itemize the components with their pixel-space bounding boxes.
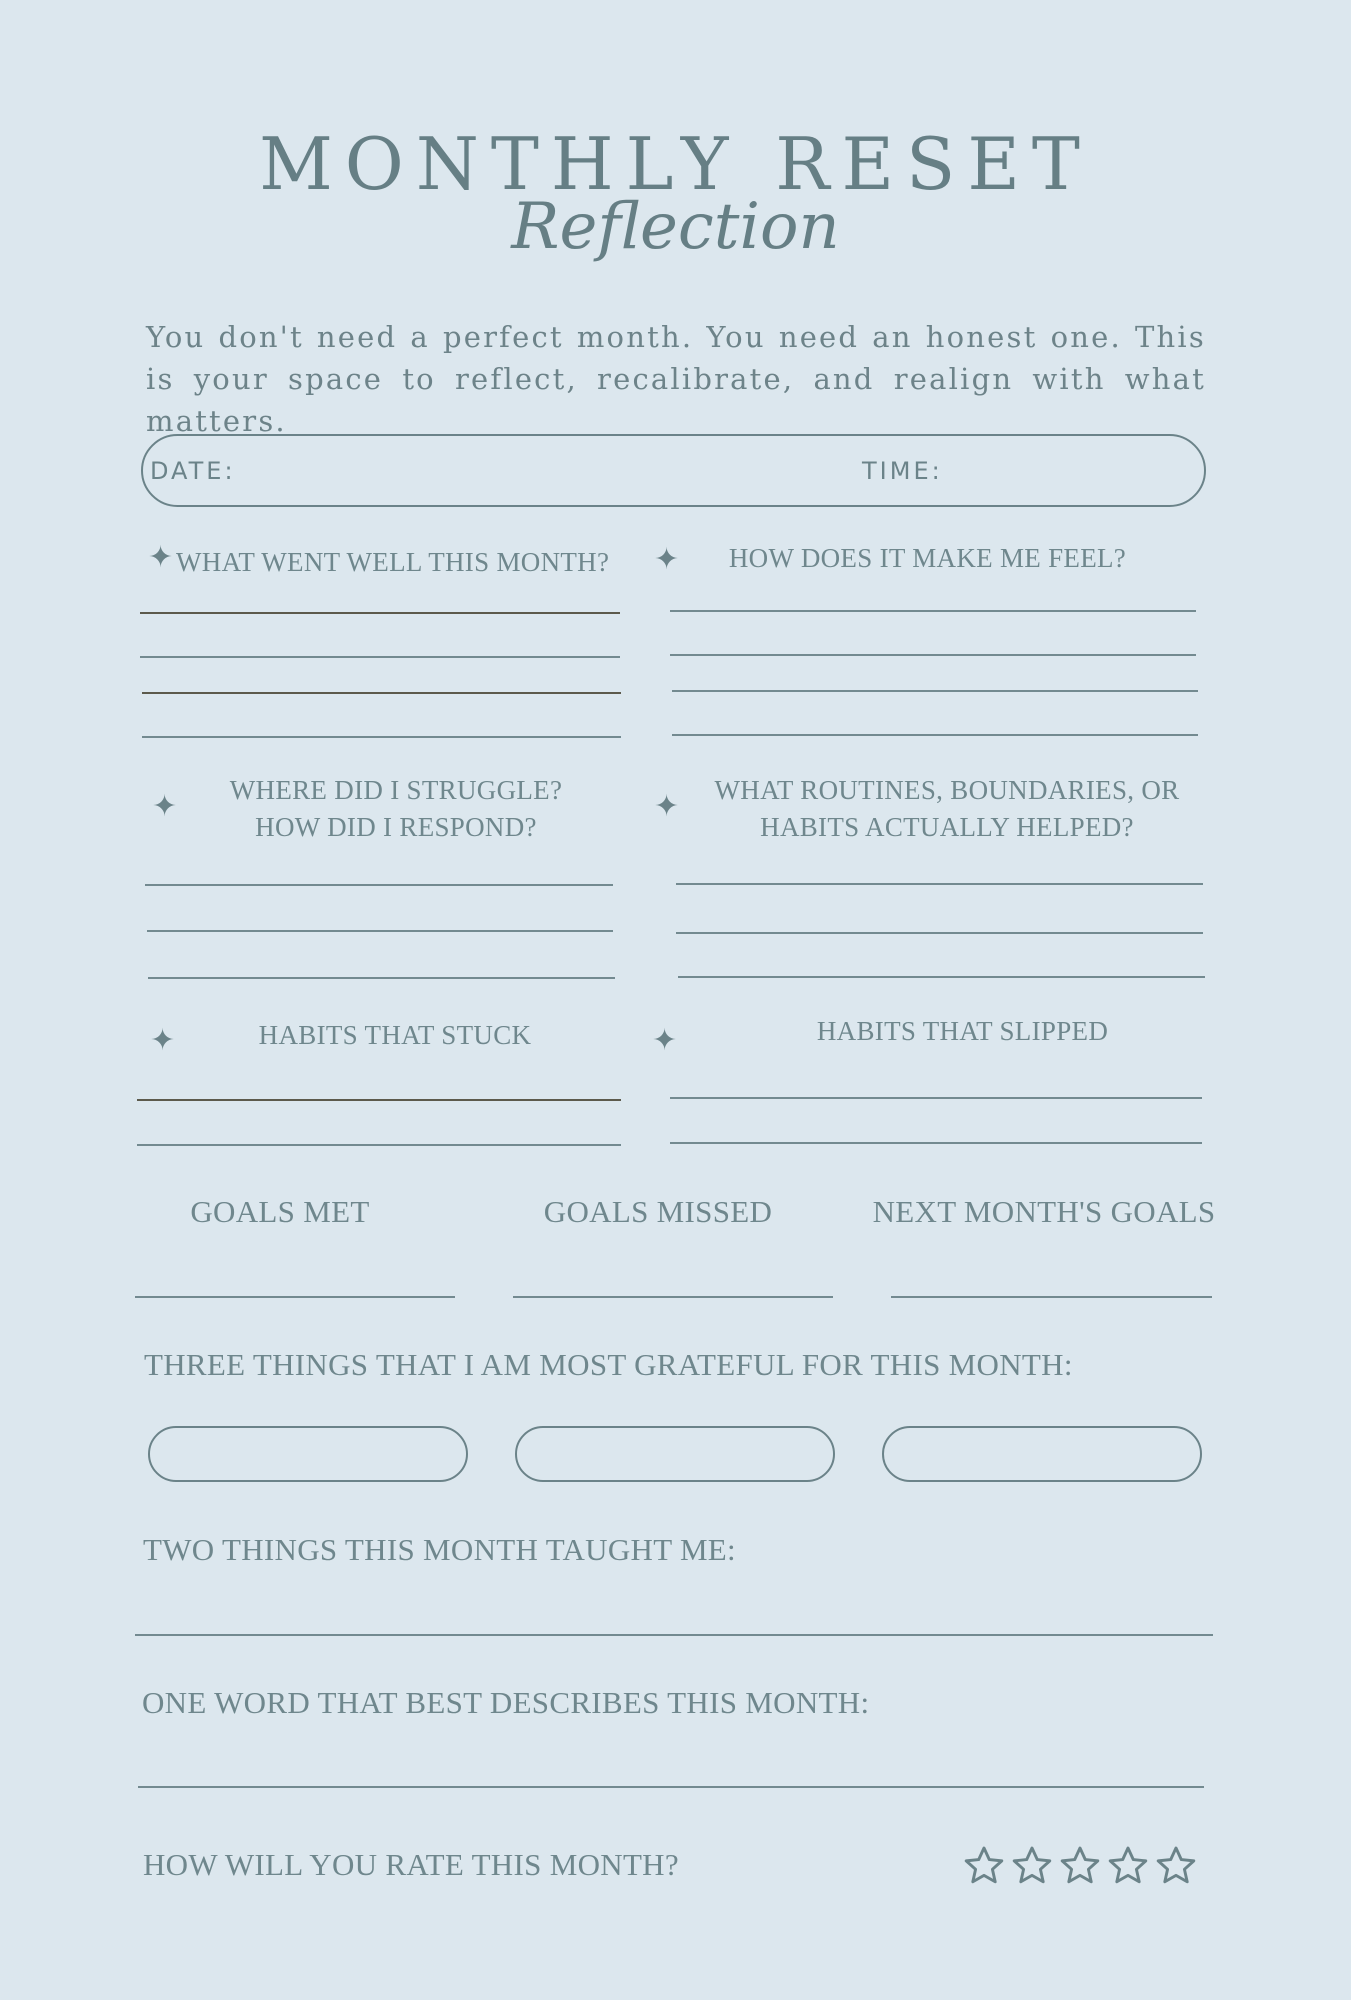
writing-line[interactable]	[142, 692, 621, 694]
grateful-field-1[interactable]	[148, 1426, 468, 1482]
star-outline-icon[interactable]	[1058, 1844, 1102, 1888]
next-goals-label: NEXT MONTH'S GOALS	[872, 1194, 1216, 1229]
grateful-heading: THREE THINGS THAT I AM MOST GRATEFUL FOR THIS MONTH:	[144, 1347, 1073, 1382]
grateful-field-3[interactable]	[882, 1426, 1202, 1482]
intro-text: You don't need a perfect month. You need an honest one. This is your space to reflect, recalibrate, and realign with what matters.	[146, 320, 1206, 438]
writing-line[interactable]	[672, 734, 1198, 736]
one-word-line[interactable]	[138, 1786, 1204, 1788]
prompt-struggle	[180, 772, 612, 846]
writing-line[interactable]	[678, 976, 1205, 978]
writing-line[interactable]	[140, 612, 620, 614]
writing-line[interactable]	[672, 690, 1198, 692]
one-word-heading: ONE WORD THAT BEST DESCRIBES THIS MONTH:	[142, 1685, 870, 1720]
writing-line[interactable]	[137, 1099, 621, 1101]
time-label: TIME:	[862, 457, 943, 485]
goals-missed-line[interactable]	[513, 1296, 833, 1298]
prompt-went-well: WHAT WENT WELL THIS MONTH?	[176, 547, 610, 577]
prompt-habits-slipped: HABITS THAT SLIPPED	[816, 1016, 1109, 1046]
page-title: MONTHLY RESET	[259, 122, 1092, 206]
writing-line[interactable]	[670, 1142, 1202, 1144]
page-subtitle: Reflection	[511, 190, 840, 264]
prompt-routines-line2: HABITS ACTUALLY HELPED?	[760, 812, 1134, 842]
writing-line[interactable]	[148, 977, 615, 979]
next-goals-line[interactable]	[891, 1296, 1212, 1298]
writing-line[interactable]	[147, 930, 613, 932]
sparkle-icon: ✦	[652, 1023, 678, 1058]
date-time-field[interactable]	[141, 434, 1206, 507]
writing-line[interactable]	[676, 932, 1203, 934]
sparkle-icon: ✦	[654, 789, 680, 824]
star-rating[interactable]	[962, 1844, 1208, 1890]
goals-met-line[interactable]	[135, 1296, 455, 1298]
writing-line[interactable]	[670, 610, 1196, 612]
goals-missed-label: GOALS MISSED	[543, 1194, 773, 1229]
date-label: DATE:	[150, 457, 236, 485]
taught-line[interactable]	[135, 1634, 1213, 1636]
star-outline-icon[interactable]	[1154, 1844, 1198, 1888]
writing-line[interactable]	[137, 1144, 621, 1146]
taught-heading: TWO THINGS THIS MONTH TAUGHT ME:	[143, 1532, 736, 1567]
writing-line[interactable]	[142, 736, 621, 738]
prompt-routines-line1: WHAT ROUTINES, BOUNDARIES, OR	[714, 775, 1180, 805]
writing-line[interactable]	[140, 656, 620, 658]
grateful-field-2[interactable]	[515, 1426, 835, 1482]
writing-line[interactable]	[145, 884, 613, 886]
writing-line[interactable]	[670, 654, 1196, 656]
prompt-struggle-line2: HOW DID I RESPOND?	[255, 812, 537, 842]
star-outline-icon[interactable]	[962, 1844, 1006, 1888]
star-outline-icon[interactable]	[1106, 1844, 1150, 1888]
sparkle-icon: ✦	[152, 789, 178, 824]
writing-line[interactable]	[670, 1097, 1202, 1099]
prompt-struggle-line1: WHERE DID I STRUGGLE?	[229, 775, 563, 805]
prompt-routines	[690, 772, 1204, 846]
sparkle-icon: ✦	[150, 1023, 176, 1058]
prompt-habits-stuck: HABITS THAT STUCK	[258, 1020, 532, 1050]
sparkle-icon: ✦	[148, 540, 174, 575]
sparkle-icon: ✦	[654, 542, 680, 577]
star-outline-icon[interactable]	[1010, 1844, 1054, 1888]
writing-line[interactable]	[676, 883, 1203, 885]
goals-met-label: GOALS MET	[190, 1194, 370, 1229]
prompt-feel: HOW DOES IT MAKE ME FEEL?	[728, 543, 1127, 573]
rate-heading: HOW WILL YOU RATE THIS MONTH?	[143, 1847, 679, 1882]
